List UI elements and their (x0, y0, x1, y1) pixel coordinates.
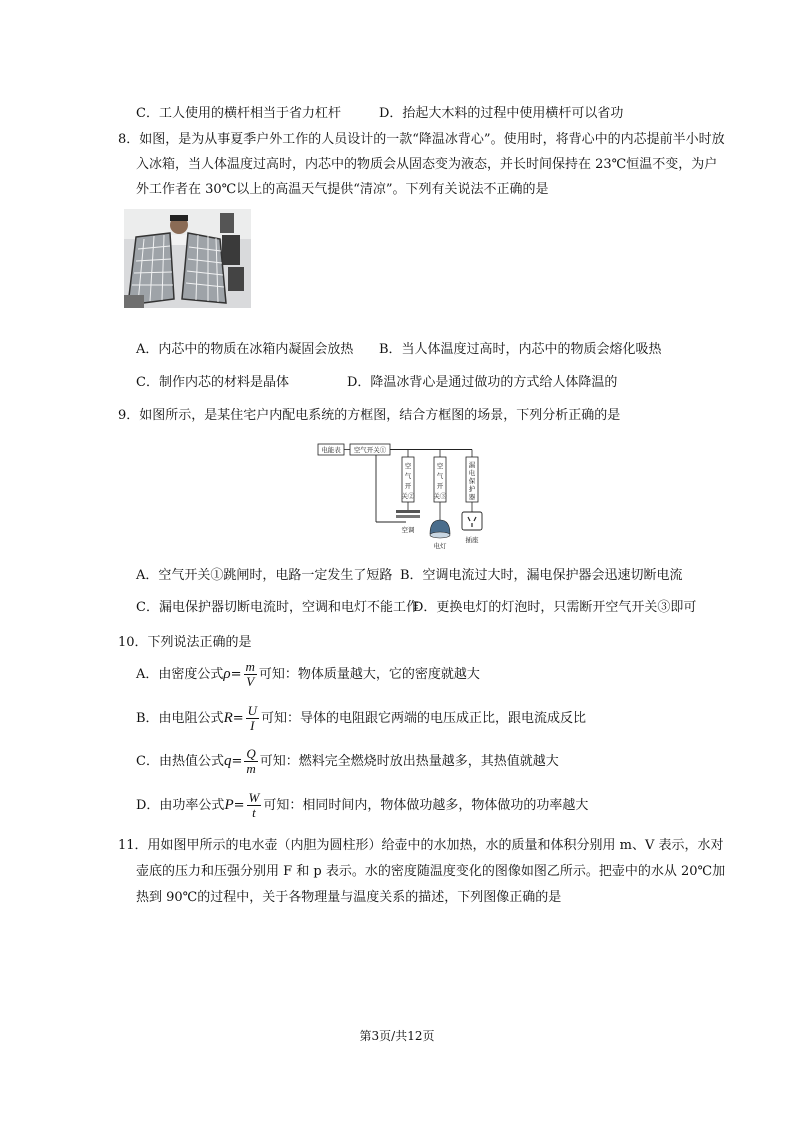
q8-stem-line3: 外工作者在 30℃以上的高温天气提供“清凉”。下列有关说法不正确的是 (136, 182, 549, 197)
svg-text:气: 气 (436, 473, 444, 480)
q10-option-b: B．由电阻公式R= $\frac{U}{I}$ 可知：导体的电阻跟它两端的电压成正比，跟电流成反比 (136, 703, 587, 733)
main-switch-label: 空气开关① (353, 447, 387, 454)
distribution-box-diagram (316, 440, 486, 552)
svg-text:关③: 关③ (433, 493, 447, 500)
q8-option-a: A．内芯中的物质在冰箱内凝固会放热 (136, 342, 354, 357)
q8-stem-line1: 8．如图，是为从事夏季户外工作的人员设计的一款“降温冰背心”。使用时，将背心中的内芯提前半小时放 (118, 132, 725, 147)
svg-text:器: 器 (468, 494, 476, 501)
cooling-vest-photo (124, 209, 251, 308)
svg-text:电: 电 (468, 470, 476, 477)
q9-stem: 9．如图所示，是某住宅户内配电系统的方框图，结合方框图的场景，下列分析正确的是 (118, 408, 621, 423)
svg-text:气: 气 (404, 473, 412, 480)
q9-option-d: D．更换电灯的灯泡时，只需断开空气开关③即可 (413, 600, 697, 615)
socket-label: 插座 (465, 537, 479, 544)
q10-option-c: C．由热值公式q= $\frac{Q}{m}$ 可知：燃料完全燃烧时放出热量越多，其热值就越大 (136, 746, 559, 776)
q9-option-a: A．空气开关①跳闸时，电路一定发生了短路 (136, 568, 393, 583)
svg-text:关②: 关② (401, 493, 415, 500)
page-number: 第3页/共12页 (359, 1029, 435, 1043)
q10-option-d: D．由功率公式P= $\frac{W}{t}$ 可知：相同时间内，物体做功越多，物体做功的功率越大 (136, 790, 589, 820)
q8-stem-line2: 入冰箱，当人体温度过高时，内芯中的物质会从固态变为液态，并长时间保持在 23℃恒温不变，为户 (136, 157, 718, 172)
q9-option-b: B．空调电流过大时，漏电保护器会迅速切断电流 (400, 568, 683, 583)
q7-option-d: D．抬起大木料的过程中使用横杆可以省功 (379, 106, 624, 121)
svg-text:保: 保 (468, 478, 476, 485)
q10-stem: 10．下列说法正确的是 (118, 635, 252, 650)
svg-text:护: 护 (468, 486, 476, 493)
q10-option-a: A．由密度公式ρ= $\frac{m}{V}$ 可知：物体质量越大，它的密度就越大 (136, 659, 480, 689)
svg-text:开: 开 (404, 483, 412, 490)
q8-option-c: C．制作内芯的材料是晶体 (136, 375, 289, 390)
q11-stem-line3: 热到 90℃的过程中，关于各物理量与温度关系的描述，下列图像正确的是 (136, 890, 562, 905)
svg-text:开: 开 (436, 483, 444, 490)
q7-option-c: C．工人使用的横杆相当于省力杠杆 (136, 106, 341, 121)
svg-text:空: 空 (436, 463, 444, 470)
q11-stem-line2: 壶底的压力和压强分别用 F 和 p 表示。水的密度随温度变化的图像如图乙所示。把壶中的水从 20℃加 (136, 864, 726, 879)
q8-option-d: D．降温冰背心是通过做功的方式给人体降温的 (347, 375, 618, 390)
q11-stem-line1: 11．用如图甲所示的电水壶（内胆为圆柱形）给壶中的水加热，水的质量和体积分别用 m、V 表示，水对 (118, 838, 724, 853)
q8-option-b: B．当人体温度过高时，内芯中的物质会熔化吸热 (379, 342, 662, 357)
q9-option-c: C．漏电保护器切断电流时，空调和电灯不能工作 (136, 600, 419, 615)
lamp-label: 电灯 (433, 543, 447, 550)
ac-label: 空调 (401, 527, 415, 534)
svg-text:漏: 漏 (468, 462, 476, 469)
svg-text:空: 空 (404, 463, 412, 470)
meter-label: 电能表 (321, 447, 341, 454)
